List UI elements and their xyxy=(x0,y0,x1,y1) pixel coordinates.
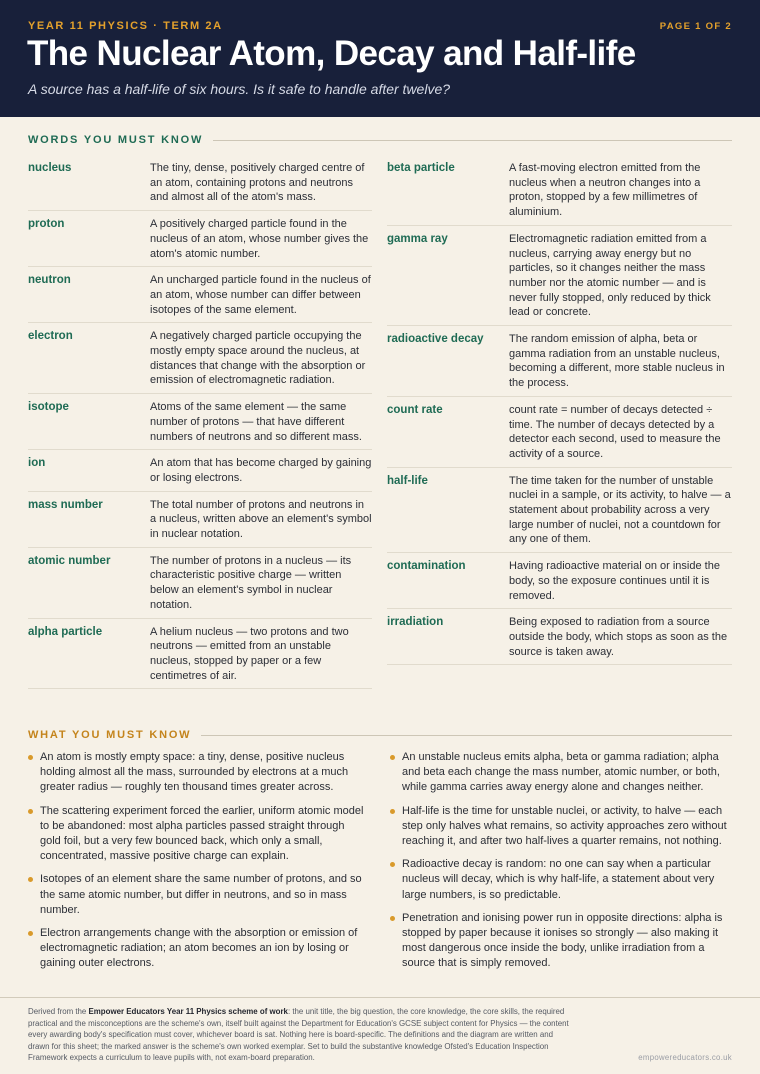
glossary-row xyxy=(387,326,732,397)
glossary-definition: The tiny, dense, positively charged centre of an atom, containing protons and neutrons and almost all of the atom's mass. xyxy=(150,162,365,204)
glossary-term: irradiation xyxy=(387,616,444,629)
glossary-term: neutron xyxy=(28,274,71,287)
bullet-dot-icon xyxy=(28,931,33,936)
knowledge-column-right xyxy=(390,750,735,980)
knowledge-heading-label: WHAT YOU MUST KNOW xyxy=(28,729,192,741)
glossary-column-left xyxy=(28,155,372,689)
glossary-term: ion xyxy=(28,457,46,470)
knowledge-bullet-text: Radioactive decay is random: no one can say when a particular nucleus will decay, which is why half-life, a statement about very large numbers, is so predictable. xyxy=(402,858,715,901)
glossary-definition: A fast-moving electron emitted from the nucleus when a neutron changes into a proton, stopped by a few millimetres of aluminium. xyxy=(509,162,701,219)
glossary-definition: Atoms of the same element — the same number of protons — that have different numbers of neutrons and so different mass. xyxy=(150,401,362,443)
glossary-term: mass number xyxy=(28,498,103,511)
glossary-definition: Electromagnetic radiation emitted from a nucleus, carrying away energy but no particles, so it changes neither the mass number nor the atomic number — and is never fully stopped, only reduced by thick lead or concrete. xyxy=(509,232,711,319)
glossary-column-right xyxy=(387,155,732,665)
bullet-dot-icon xyxy=(28,877,33,882)
glossary-definition: An uncharged particle found in the nucleus of an atom, whose number can differ between isotopes of the same element. xyxy=(150,274,371,316)
footer-lead: Derived from the xyxy=(28,1007,89,1016)
glossary-heading xyxy=(28,134,732,146)
glossary-row xyxy=(28,323,372,394)
page-title: The Nuclear Atom, Decay and Half-life xyxy=(27,34,636,73)
glossary-row xyxy=(28,155,372,211)
knowledge-bullet xyxy=(28,804,368,865)
knowledge-bullet xyxy=(390,750,735,796)
glossary-definition: The number of protons in a nucleus — its characteristic positive charge — written below an element's symbol in nuclear notation. xyxy=(150,554,352,611)
glossary-term: count rate xyxy=(387,403,443,416)
divider xyxy=(213,140,732,141)
knowledge-bullet-text: An atom is mostly empty space: a tiny, dense, positive nucleus holding almost all the mass, surrounded by electrons at a much greater radius — roughly ten thousand times greater across. xyxy=(40,751,349,794)
knowledge-bullet-text: Half-life is the time for unstable nuclei, or activity, to halve — each step only halves what remains, so activity approaches zero without reaching it, and after two half-lives a quarter remains, not nothing. xyxy=(402,804,727,848)
glossary-term: alpha particle xyxy=(28,625,103,638)
bullet-dot-icon xyxy=(28,809,33,814)
footer-scheme-link: Empower Educators Year 11 Physics scheme of work xyxy=(88,1007,288,1016)
header-banner xyxy=(0,0,760,117)
glossary-definition: A negatively charged particle occupying the mostly empty space around the nucleus, at distances that change with the absorption or emission of electromagnetic radiation. xyxy=(150,330,366,387)
glossary-term: electron xyxy=(28,330,73,343)
glossary-definition: A helium nucleus — two protons and two neutrons — emitted from an unstable nucleus, stopped by paper or a few centimetres of air. xyxy=(150,625,349,682)
glossary-term: half-life xyxy=(387,474,428,487)
glossary-term: contamination xyxy=(387,560,466,573)
knowledge-bullet xyxy=(28,872,368,918)
glossary-definition: The total number of protons and neutrons in a nucleus, written above an element's symbol in nuclear notation. xyxy=(150,498,372,541)
glossary-definition: count rate = number of decays detected ÷ time. The number of decays detected by a detector each second, used to measure the activity of a source. xyxy=(509,403,721,460)
glossary-definition: The time taken for the number of unstable nuclei in a sample, or its activity, to halve — a statement about probability across a very large number of nuclei, not a countdown for any one of them. xyxy=(509,474,731,546)
knowledge-bullet-text: The scattering experiment forced the earlier, uniform atomic model to be abandoned: most alpha particles passed straight through gold foil, but a very few bounced back, which only a small, concentrated, massive positive charge can explain. xyxy=(40,804,364,863)
glossary-term: atomic number xyxy=(28,554,111,567)
bullet-dot-icon xyxy=(390,916,395,921)
glossary-row xyxy=(387,553,732,609)
glossary-row xyxy=(387,226,732,326)
knowledge-column-left xyxy=(28,750,368,980)
knowledge-bullet xyxy=(390,857,735,903)
footer-rest: : the unit title, the big question, the core knowledge, the core skills, the required practical and the misconceptions are the scheme's own, itself built against the Department for Education's GCSE subject content for Physics — the content every awarding body's specification must cover, whichever board is sat. Nothing here is board-specific. The definitions and the diagram are written and drawn for this sheet; the marked answer is the scheme's own worked exemplar. Set to build the substantive knowledge Ofsted's Education Inspection Framework expects a curriculum to leave pupils with, not exam-board preparation. xyxy=(28,1007,569,1063)
glossary-term: beta particle xyxy=(387,162,455,174)
glossary-definition: A positively charged particle found in the nucleus of an atom, whose number gives the atom's atomic number. xyxy=(150,218,369,260)
knowledge-heading xyxy=(28,729,732,741)
big-question: A source has a half-life of six hours. Is it safe to handle after twelve? xyxy=(28,81,451,97)
site-url: empowereducators.co.uk xyxy=(638,1053,732,1062)
glossary-definition: The random emission of alpha, beta or gamma radiation from an unstable nucleus, becoming a different, more stable nucleus in the process. xyxy=(509,333,725,390)
glossary-row xyxy=(28,548,372,619)
glossary-term: proton xyxy=(28,218,65,231)
glossary-term: radioactive decay xyxy=(387,333,484,346)
glossary-row xyxy=(28,619,372,690)
bullet-dot-icon xyxy=(390,862,395,867)
glossary-heading-label: WORDS YOU MUST KNOW xyxy=(28,134,204,146)
glossary-definition: Being exposed to radiation from a source outside the body, which stops as soon as the source is taken away. xyxy=(509,616,728,658)
glossary-row xyxy=(387,609,732,665)
glossary-row xyxy=(28,450,372,491)
glossary-row xyxy=(28,394,372,450)
knowledge-bullet xyxy=(390,911,735,972)
glossary-definition: An atom that has become charged by gaining or losing electrons. xyxy=(150,457,372,484)
footer-credit xyxy=(28,1006,573,1064)
glossary-row xyxy=(387,155,732,226)
glossary-term: gamma ray xyxy=(387,232,448,245)
knowledge-bullet-text: Penetration and ionising power run in opposite directions: alpha is stopped by paper because it ionises so strongly — also making it most dangerous once inside the body, unlike irradiation from a source that is simply removed. xyxy=(402,911,723,970)
bullet-dot-icon xyxy=(390,755,395,760)
knowledge-bullet-text: Electron arrangements change with the absorption or emission of electromagnetic radiation; an atom becomes an ion by losing or gaining outer electrons. xyxy=(40,927,358,970)
glossary-term: nucleus xyxy=(28,162,72,174)
glossary-definition: Having radioactive material on or inside the body, so the exposure continues until it is removed. xyxy=(509,560,720,602)
glossary-term: isotope xyxy=(28,401,69,414)
glossary-row xyxy=(28,267,372,323)
knowledge-bullet xyxy=(28,750,368,796)
page-number: PAGE 1 OF 2 xyxy=(659,21,732,32)
glossary-row xyxy=(28,492,372,548)
glossary-row xyxy=(387,397,732,468)
bullet-dot-icon xyxy=(390,809,395,814)
glossary-row xyxy=(387,468,732,554)
knowledge-bullet xyxy=(28,926,368,972)
course-kicker: YEAR 11 PHYSICS · TERM 2A xyxy=(28,20,223,32)
footer xyxy=(0,997,760,1074)
knowledge-bullet-text: An unstable nucleus emits alpha, beta or gamma radiation; alpha and beta each change the mass number, atomic number, or both, while gamma carries away energy alone and changes neither. xyxy=(402,751,720,794)
bullet-dot-icon xyxy=(28,755,33,760)
glossary-row xyxy=(28,211,372,267)
divider xyxy=(201,735,732,736)
knowledge-bullet-text: Isotopes of an element share the same number of protons, and so the same atomic number, but differ in neutrons, and so in mass number. xyxy=(40,873,362,916)
knowledge-bullet xyxy=(390,804,735,850)
